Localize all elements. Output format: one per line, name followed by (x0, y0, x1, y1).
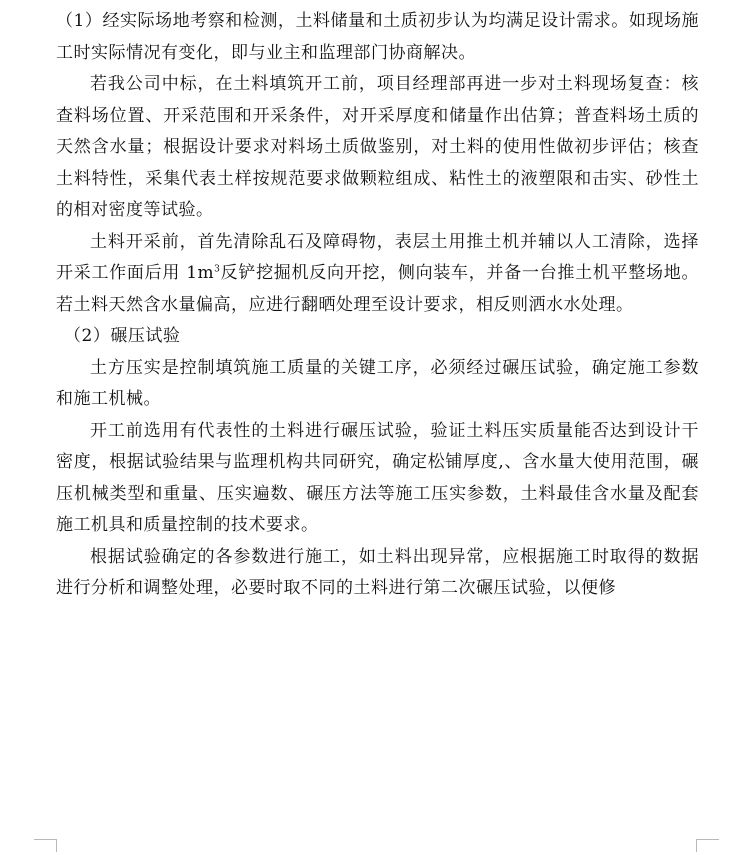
paragraph-parameter-adjustment: 根据试验确定的各参数进行施工，如土料出现异常，应根据施工时取得的数据进行分析和调整处理，必要时取不同的土料进行第二次碾压试验，以便修 (56, 546, 699, 598)
paragraph-soil-recheck: 若我公司中标，在土料填筑开工前，项目经理部再进一步对土料现场复查：核查料场位置、开采范围和开采条件，对开采厚度和储量作出估算；普查料场土质的天然含水量；根据设计要求对料场土质做鉴别，对土料的使用性做初步评估；核查土料特性，采集代表土样按规范要求做颗粒组成、粘性土的液塑限和击实、砂性土的相对密度等试验。 (56, 74, 699, 220)
section-heading-compaction-test: （2）碾压试验 (64, 326, 181, 346)
page-corner-mark-right (696, 839, 719, 852)
paragraph-compaction-procedure: 开工前选用有代表性的土料进行碾压试验，验证土料压实质量能否达到设计干密度，根据试验结果与监理机构共同研究，确定松铺厚度,、含水量大使用范围，碾压机械类型和重量、压实遍数、碾压方法等施工压实参数，土料最佳含水量及配套施工机具和质量控制的技术要求。 (56, 420, 699, 535)
paragraph-compaction-key: 土方压实是控制填筑施工质量的关键工序，必须经过碾压试验，确定施工参数和施工机械。 (56, 357, 699, 409)
document-body (56, 6, 699, 605)
cubic-superscript: 3 (214, 264, 221, 275)
paragraph-site-survey: （1）经实际场地考察和检测，土料储量和土质初步认为均满足设计需求。如现场施工时实际情况有变化，即与业主和监理部门协商解决。 (56, 11, 699, 63)
excavation-text-after: 反铲挖掘机反向开挖，侧向装车，并备一台推土机平整场地。若土料天然含水量偏高，应进行翻晒处理至设计要求，相反则洒水水处理。 (56, 263, 700, 315)
excavation-text-before: 土料开采前，首先清除乱石及障碍物，表层土用推土机并辅以人工清除，选择开采工作面后用 1m (56, 231, 699, 283)
paragraph-excavation (56, 227, 699, 322)
page-corner-mark-left (34, 839, 57, 852)
